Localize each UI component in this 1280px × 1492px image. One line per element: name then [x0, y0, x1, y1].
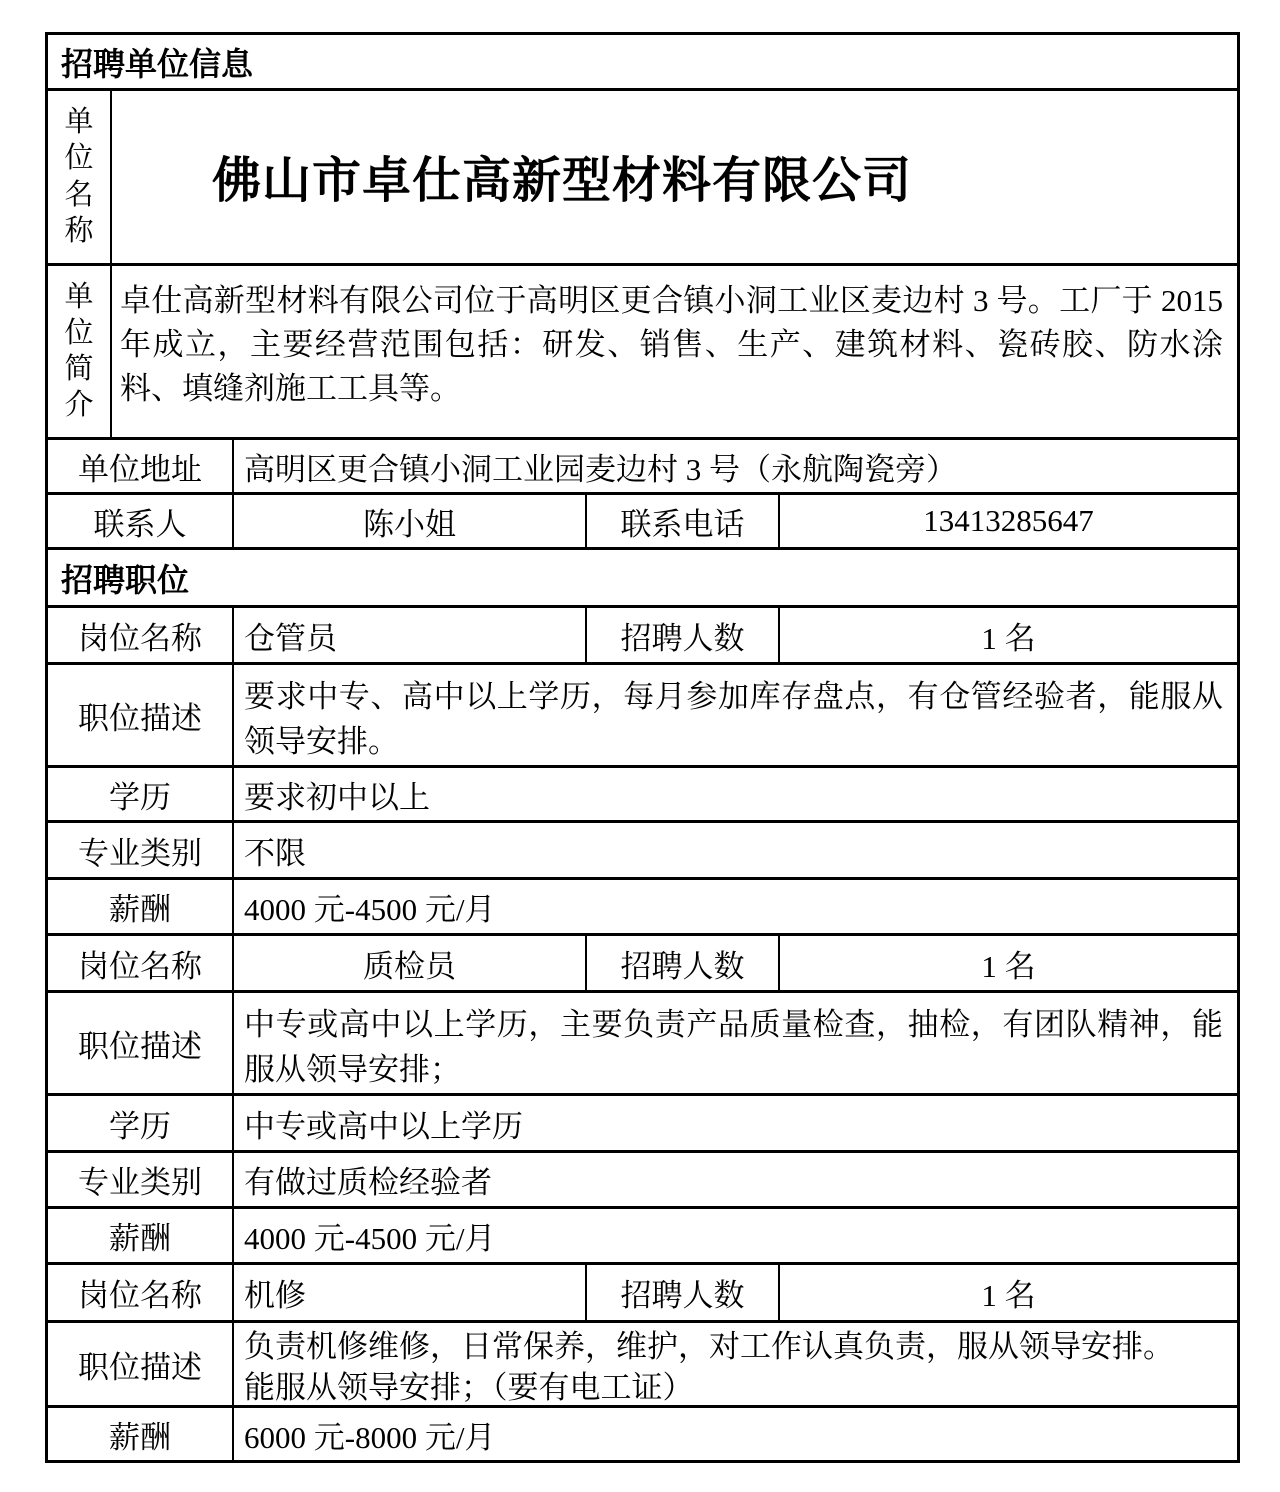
unit-address-value: 高明区更合镇小洞工业园麦边村 3 号（永航陶瓷旁） — [232, 440, 1237, 492]
unit-name-label-char: 单 — [64, 106, 94, 139]
job2-description-label: 职位描述 — [78, 1028, 202, 1064]
contact-label: 联系人 — [93, 506, 187, 542]
contact-name: 陈小姐 — [232, 495, 585, 547]
unit-name-label-char: 称 — [64, 214, 94, 247]
job1-major-row — [48, 820, 1237, 877]
unit-name-label-char: 名 — [64, 178, 94, 211]
company-introduction: 卓仕高新型材料有限公司位于高明区更合镇小洞工业区麦边村 3 号。工厂于 2015 年成立，主要经营范围包括：研发、销售、生产、建筑材料、瓷砖胶、防水涂料、填缝剂施工工具等。 — [110, 266, 1237, 437]
contact-phone-label: 联系电话 — [585, 495, 778, 547]
job2-major-label: 专业类别 — [78, 1165, 202, 1200]
section-header-positions: 招聘职位 — [61, 561, 190, 598]
job1-headcount-value: 1 名 — [778, 608, 1237, 662]
job2-education-value: 中专或高中以上学历 — [232, 1096, 1237, 1150]
job3-title: 机修 — [232, 1265, 585, 1320]
section-row-unit-info — [48, 35, 1237, 88]
job2-headcount-label: 招聘人数 — [585, 936, 778, 990]
job3-salary-label: 薪酬 — [109, 1419, 171, 1455]
job3-headcount-label: 招聘人数 — [585, 1265, 778, 1320]
job2-headcount-value: 1 名 — [778, 936, 1237, 990]
job2-description-row — [48, 990, 1237, 1093]
job2-salary-label: 薪酬 — [109, 1221, 171, 1256]
job3-description-line2: 能服从领导安排；（要有电工证） — [244, 1370, 694, 1405]
job1-salary-row — [48, 877, 1237, 933]
job3-headcount-value: 1 名 — [778, 1265, 1237, 1320]
contact-phone-value: 13413285647 — [778, 495, 1237, 547]
job2-education-row — [48, 1093, 1237, 1150]
unit-intro-label — [48, 266, 110, 437]
job1-description-row — [48, 662, 1237, 765]
unit-intro-row — [48, 263, 1237, 437]
unit-intro-label-char: 介 — [64, 389, 94, 421]
job1-description-label: 职位描述 — [78, 700, 202, 736]
job1-major-value: 不限 — [232, 823, 1237, 877]
job1-description-value: 要求中专、高中以上学历，每月参加库存盘点，有仓管经验者，能服从领导安排。 — [232, 665, 1237, 765]
job2-position-label: 岗位名称 — [78, 948, 202, 984]
unit-name-row — [48, 88, 1237, 263]
job2-title-row — [48, 933, 1237, 990]
unit-address-row — [48, 437, 1237, 492]
job1-salary-label: 薪酬 — [109, 892, 171, 927]
job3-salary-row — [48, 1405, 1237, 1460]
job1-salary-value: 4000 元-4500 元/月 — [232, 880, 1237, 933]
job2-major-value: 有做过质检经验者 — [232, 1153, 1237, 1206]
job3-position-label: 岗位名称 — [78, 1278, 202, 1313]
unit-name-label — [48, 91, 110, 263]
job2-description-value: 中专或高中以上学历，主要负责产品质量检查，抽检，有团队精神，能服从领导安排； — [232, 993, 1237, 1093]
company-name: 佛山市卓仕高新型材料有限公司 — [110, 91, 1237, 263]
job1-title-row — [48, 605, 1237, 662]
section-row-positions — [48, 547, 1237, 605]
job1-education-row — [48, 765, 1237, 820]
section-header-unit-info: 招聘单位信息 — [61, 45, 254, 82]
job2-education-label: 学历 — [109, 1108, 171, 1144]
job3-title-row — [48, 1262, 1237, 1320]
contact-row — [48, 492, 1237, 547]
job3-description-line1: 负责机修维修，日常保养，维护，对工作认真负责，服从领导安排。 — [244, 1329, 1174, 1364]
unit-intro-label-char: 单 — [64, 281, 94, 313]
job1-title: 仓管员 — [232, 608, 585, 662]
job1-headcount-label: 招聘人数 — [585, 608, 778, 662]
job2-major-row — [48, 1150, 1237, 1206]
unit-address-label: 单位地址 — [78, 451, 202, 487]
unit-name-label-char: 位 — [64, 142, 94, 175]
job2-salary-value: 4000 元-4500 元/月 — [232, 1209, 1237, 1262]
job3-description-value — [232, 1323, 1237, 1405]
job3-description-row — [48, 1320, 1237, 1405]
job1-position-label: 岗位名称 — [78, 620, 202, 656]
job3-salary-value: 6000 元-8000 元/月 — [232, 1408, 1237, 1460]
job1-major-label: 专业类别 — [78, 835, 202, 871]
job1-education-label: 学历 — [109, 779, 171, 815]
job3-description-label: 职位描述 — [78, 1349, 202, 1385]
unit-intro-label-char: 简 — [64, 353, 94, 385]
job2-salary-row — [48, 1206, 1237, 1262]
job1-education-value: 要求初中以上 — [232, 768, 1237, 820]
unit-intro-label-char: 位 — [64, 317, 94, 349]
recruitment-table — [45, 32, 1240, 1463]
job2-title: 质检员 — [232, 936, 585, 990]
